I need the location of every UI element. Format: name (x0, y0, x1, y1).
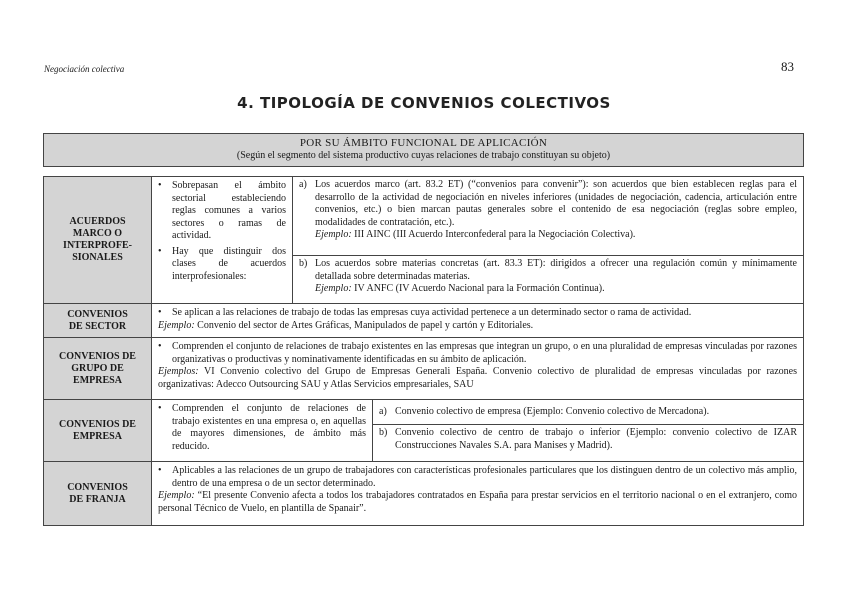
list-item (158, 465, 797, 490)
empresa-bullets (152, 400, 372, 461)
option-b-example: IV ANFC (IV Acuerdo Nacional para la Formación Continua). (351, 283, 605, 294)
option-a-text: Los acuerdos marco (art. 83.2 ET) (“convenios para convenir”): son acuerdos que bien establecen reglas para el desarrollo de la actividad de negociación en niveles inferiores (unidades de negociación, cadencia, articulación entre convenios, etc.) o bien marcan pautas generales sobre el contenido de esa negociación (reglas sobre empleo, modalidades de contratación, etc.). (315, 179, 797, 228)
marco-bullet-1: Sobrepasan el ámbito sectorial estableciendo reglas comunes a varios sectores o ramas de actividad. (172, 180, 286, 241)
row-convenios-sector (44, 303, 803, 337)
franja-bullet: Aplicables a las relaciones de un grupo de trabajadores con características profesionales particulares que los distinguen dentro de un colectivo más amplio, dentro de una empresa o de un sector determinado. (172, 465, 797, 489)
list-item (158, 180, 286, 243)
table-header-title: POR SU ÁMBITO FUNCIONAL DE APLICACIÓN (299, 137, 548, 149)
section-heading: 4. TIPOLOGÍA DE CONVENIOS COLECTIVOS (237, 94, 611, 112)
row-acuerdos-marco (44, 177, 803, 303)
list-item (158, 246, 286, 284)
category-convenios-grupo: CONVENIOS DE GRUPO DE EMPRESA (44, 338, 152, 399)
option-a (293, 177, 803, 255)
sector-example-text: Convenio del sector de Artes Gráficas, Manipulados de papel y cartón y Editoriales. (194, 319, 534, 331)
grupo-bullet: Comprenden el conjunto de relaciones de trabajo existentes en las empresas que integran un grupo, o en una pluralidad de empresas vinculadas por razones organizativas o productivas y nominativamente identificadas en su ámbito de aplicación. (172, 341, 797, 365)
option-a-label: a) (299, 179, 307, 190)
bullet-icon: • (158, 307, 162, 318)
conventions-table (43, 176, 804, 526)
list-item (158, 403, 366, 453)
option-a-label: a) (379, 405, 387, 417)
bullet-icon: • (158, 245, 162, 257)
grupo-example-text: VI Convenio colectivo del Grupo de Empresas Generali España. Convenio colectivo de pluralidad de empresas vinculadas por razones organizativas: Adecco Outsourcing SAU y Atlas Servicios empresariales, SAU (158, 366, 797, 390)
sector-bullet: Se aplican a las relaciones de trabajo de todas las empresas cuya actividad pertenece a un determinado sector o rama de actividad. (172, 307, 692, 318)
bullet-icon: • (158, 341, 162, 352)
category-acuerdos-marco: ACUERDOS MARCO O INTERPROFE- SIONALES (44, 177, 152, 303)
option-b-label: b) (299, 258, 308, 269)
option-a-text: Convenio colectivo de empresa (Ejemplo: Convenio colectivo de Mercadona). (395, 405, 710, 417)
list-item (158, 307, 797, 320)
option-b-text: Los acuerdos sobre materias concretas (art. 83.3 ET): dirigidos a ofrecer una regulación común y mínimamente detallada sobre determinadas materias. (315, 258, 797, 282)
bullet-icon: • (158, 465, 162, 476)
option-b-label: b) (379, 427, 388, 438)
example-label: Ejemplos: (158, 366, 199, 377)
grupo-example (158, 366, 797, 391)
empresa-bullet: Comprenden el conjunto de relaciones de trabajo existentes en una empresa o, en aquellas de mayores dimensiones, de ámbito más reducido. (172, 403, 366, 452)
row-convenios-grupo (44, 337, 803, 399)
option-a-example: III AINC (III Acuerdo Interconfederal para la Negociación Colectiva). (351, 229, 636, 240)
sector-example (158, 320, 797, 333)
empresa-options (372, 400, 803, 461)
bullet-icon: • (158, 180, 162, 191)
example-label: Ejemplo: (315, 229, 352, 240)
table-header (43, 133, 804, 167)
category-convenios-franja: CONVENIOS DE FRANJA (44, 462, 152, 525)
row-convenios-empresa (44, 399, 803, 461)
option-b (373, 424, 803, 454)
marco-bullets (152, 177, 292, 303)
running-head: Negociación colectiva (44, 64, 125, 74)
franja-example-text: “El presente Convenio afecta a todos los trabajadores contratados en España para prestar servicios en el territorio nacional o en el extranjero, como personal Técnico de Vuelo, en plantilla de Spanair”. (158, 490, 797, 514)
list-item (158, 341, 797, 366)
row-convenios-franja (44, 461, 803, 525)
option-b-text: Convenio colectivo de centro de trabajo o inferior (Ejemplo: convenio colectivo de IZAR Construcciones Navales S.A. para Manises y Madrid). (395, 427, 797, 451)
page-number: 83 (781, 59, 794, 74)
table-header-subtitle: (Según el segmento del sistema productivo cuyas relaciones de trabajo constituyan su objeto) (236, 150, 611, 161)
franja-example (158, 490, 797, 515)
category-convenios-sector: CONVENIOS DE SECTOR (44, 304, 152, 337)
category-convenios-empresa: CONVENIOS DE EMPRESA (44, 400, 152, 461)
example-label: Ejemplo: (315, 283, 352, 294)
marco-bullet-2: Hay que distinguir dos clases de acuerdos interprofesionales: (172, 245, 286, 282)
bullet-icon: • (158, 403, 162, 414)
marco-options (292, 177, 803, 303)
example-label: Ejemplo: (158, 490, 195, 501)
option-b (293, 255, 803, 298)
option-a (373, 400, 803, 424)
example-label: Ejemplo: (158, 319, 195, 331)
